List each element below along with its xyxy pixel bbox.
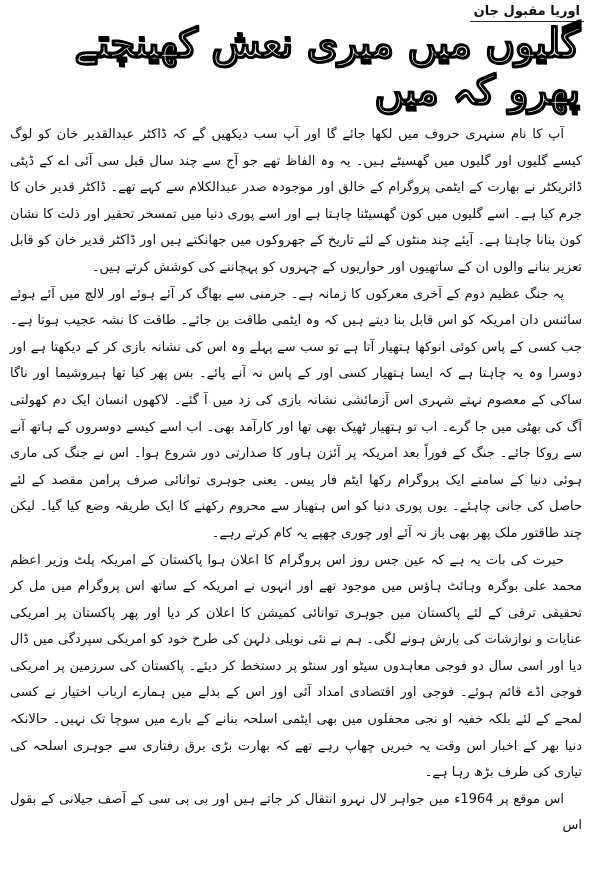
- paragraph: یہ جنگ عظیم دوم کے آخری معرکوں کا زمانہ ہے۔ جرمنی سے بھاگ کر آئے ہوئے اور لالچ میں آئے ہوئے سائنس دان امریکہ کو اس قابل بنا دیتے ہیں کہ وہ ایٹمی طاقت بن جائے۔ طاقت کا نشہ عجیب ہوتا ہے۔ جب کسی کے پاس کوئی انوکھا ہتھیار آتا ہے تو سب سے پہلے وہ اس کی نشانہ بازی کر کے دیکھتا ہے اور دوسرا وہ یہ چاہتا ہے کہ ایسا ہتھیار کسی اور کے پاس نہ آنے پائے۔ بس پھر کیا تھا ہیروشیما اور ناگا ساکی کے معصوم نہتے شہری اس آزمائشی نشانہ بازی کی زد میں آ گئے۔ لاکھوں انسان ایک دم کھولتی آگ کی بھٹی میں جا گرے۔ اب تو ہتھیار ٹھیک بھی تھا اور کارآمد بھی۔ اب اسے کیسے دوسروں کے ہاتھ آنے سے روکا جائے۔ جنگ کے فوراً بعد امریکہ پر آئزن ہاور کا صدارتی دور شروع ہوا۔ اس نے جنگ کی ماری ہوئی دنیا کے سامنے ایک پروگرام رکھا ایٹم فار پیس۔ یعنی جوہری توانائی صرف پرامن مقصد کے لئے حاصل کی جانی چاہئے۔ یوں پوری دنیا کو اس ہتھیار سے محروم رکھنے کا ایک طریقہ وضع کیا گیا۔ لیکن چند طاقتور ملک پھر بھی باز نہ آئے اور چوری چھپے یہ کام کرتے رہے۔: [10, 286, 582, 541]
- article-body: [10, 122, 582, 840]
- paragraph: اس موقع پر 1964ء میں جواہر لال نہرو انتقال کر جاتے ہیں اور بی بی سی کے آصف جیلانی کے بقول اس: [10, 791, 582, 834]
- headline-text: گلیوں میں میری نعش کھینچتے پھرو کہ میں: [74, 20, 580, 114]
- paragraph: آپ کا نام سنہری حروف میں لکھا جائے گا اور آپ سب دیکھیں گے کہ ڈاکٹر عبدالقدیر خان کو لوگ کیسے گلیوں اور گلیوں میں گھسیٹے ہیں۔ یہ وہ الفاظ تھے جو آج سے چند سال قبل سی آئی اے کے ڈپٹی ڈائریکٹر نے بھارت کے ایٹمی پروگرام کے خالق اور موجودہ صدر عبدالکلام سے کہے تھے۔ ڈاکٹر قدیر خان کا جرم کیا ہے۔ اسے گلیوں میں کون گھسیٹنا چاہتا ہے اور اسے پوری دنیا میں تمسخر تحقیر اور ذلت کا نشان کون بنانا چاہتا ہے۔ آیئے چند منٹوں کے لئے تاریخ کے جھروکوں میں جھانکتے ہیں اور ڈاکٹر قدیر خان کو قابل تعزیر بنانے والوں ان کے ساتھیوں اور حواریوں کے چہروں کو پہچاننے کی کوشش کرتے ہیں۔: [10, 127, 582, 275]
- column-headline: [70, 20, 580, 114]
- author-byline: اوریا مقبول جان: [470, 4, 584, 22]
- paragraph: حیرت کی بات یہ ہے کہ عین جس روز اس پروگرام کا اعلان ہوا پاکستان کے امریکہ پلٹ وزیر اعظم محمد علی بوگرہ وہائٹ ہاؤس میں موجود تھے اور انہوں نے امریکہ کے ساتھ اس پروگرام میں مل کر تحقیقی ترقی کے لئے پاکستان میں جوہری توانائی کمیشن کا اعلان کر دیا اور پھر پاکستان پر امریکی عنایات و نوازشات کی بارش ہونے لگی۔ ہم نے نئی نویلی دلہن کی طرح خود کو امریکی سپردگی میں ڈال دیا اور اسی سال دو فوجی معاہدوں سیٹو اور سنٹو پر دستخط کر دیئے۔ پاکستان کی سرزمین پر امریکی فوجی اڈے قائم ہوئے۔ فوجی اور اقتصادی امداد آئی اور اس کے بدلے میں ہمارے ارباب اختیار نے کسی لمحے کے لئے بلکہ خفیہ او نجی محفلوں میں بھی ایٹمی اسلحہ بنانے کے بارے میں سوچا تک نہیں۔ حالانکہ دنیا بھر کے اخبار اس وقت یہ خبریں چھاپ رہے تھے کہ بھارت بڑی برق رفتاری سے جوہری اسلحہ کی تیاری کی طرف بڑھ رہا ہے۔: [10, 552, 582, 781]
